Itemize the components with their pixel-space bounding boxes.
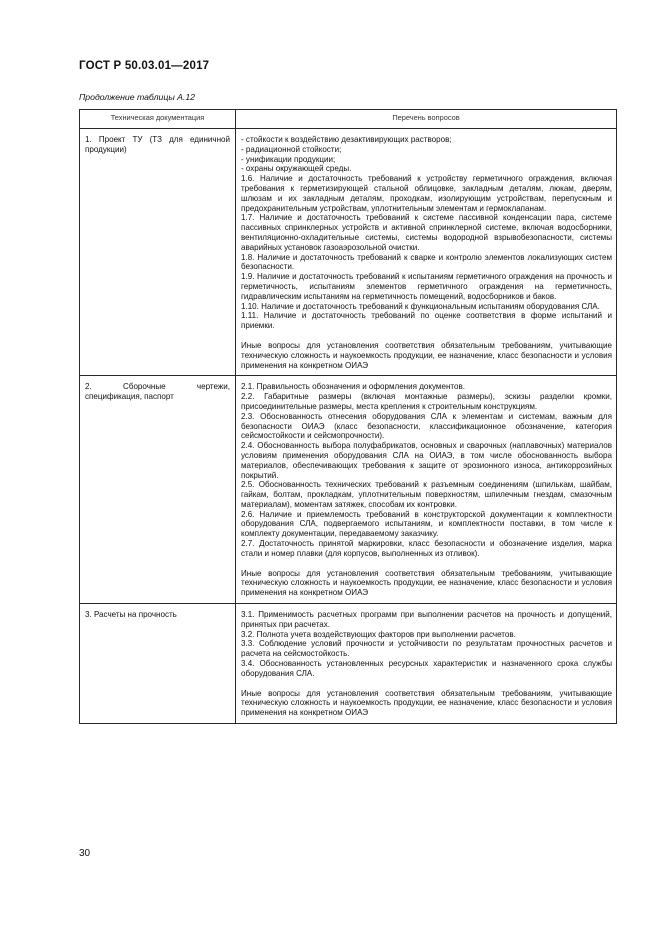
question-item: 3.1. Применимость расчетных программ при выполнении расчетов на прочность и допущений, принятых при расчетах. [241,610,612,629]
requirements-table [79,109,617,724]
table-caption: Продолжение таблицы А.12 [79,92,196,102]
question-item: - стойкости к воздействию дезактивирующих растворов; [241,135,452,144]
table-header-row [80,110,617,129]
column-header-documentation: Техническая документация [80,110,236,129]
table-row [80,604,617,724]
closing-note: Иные вопросы для установления соответствия обязательным требованиям, учитывающие техническую сложность и наукоемкость продукции, ее назначение, класс безопасности и условия применения на конкретном ОИАЭ [241,688,612,718]
question-item: 1.6. Наличие и достаточность требований к устройству герметичного ограждения, включая требования к герметизирующей стальной облицовке, закладным деталям, люкам, дверям, шлюзам и их закладным деталям, проходкам, изолирующим устройствам, перепускным и предохранительным устройствам, уплотнительным элементам и гермоклапанам. [241,174,612,213]
question-item: 1.11. Наличие и достаточность требований по оценке соответствия в форме испытаний и приемки. [241,311,612,331]
question-item: 2.5. Обоснованность технических требований к разъемным соединениям (шпилькам, шайбам, гайкам, болтам, прокладкам, уплотнительным поверхностям, шпилечным гнездам, смазочным материалам), моментам затяжек, способам их контровки. [241,480,612,509]
question-item: 1.10. Наличие и достаточность требований к функциональным испытаниям оборудования СЛА. [241,301,600,311]
closing-note: Иные вопросы для установления соответствия обязательным требованиям, учитывающие техническую сложность и наукоемкость продукции, ее назначение, класс безопасности и условия применения на конкретном ОИАЭ [241,340,612,370]
documentation-cell [80,604,236,724]
question-item: 3.3. Соблюдение условий прочности и устойчивости по результатам прочностных расчетов и расчета на сейсмостойкость. [241,639,612,659]
question-item: 2.4. Обоснованность выбора полуфабрикатов, основных и сварочных (наплавочных) материалов условиям применения оборудования СЛА на ОИАЭ, в том числе обоснованность выбора материалов, обеспечивающих требования к защите от эрозионного износа, антикоррозийных покрытий. [241,441,612,480]
question-item: 2.7. Достаточность принятой маркировки, класс безопасности и обозначение изделия, марка стали и номер плавки (для корпусов, выполненных из отливок). [241,539,612,558]
documentation-title: 3. Расчеты на прочность [85,610,177,620]
question-item: - унификации продукции; [241,154,336,164]
table-row [80,129,617,376]
question-item: - охраны окружающей среды. [241,164,352,174]
question-item: 2.6. Наличие и приемлемость требований в конструкторской документации к комплектности оборудования СЛА, подвергаемого испытаниям, и комплектности поставки, в том числе к комплекту документации, передаваемому заказчику. [241,509,612,539]
paragraph-gap [241,331,612,341]
column-header-questions: Перечень вопросов [236,110,617,129]
question-item: 2.2. Габаритные размеры (включая монтажные размеры), эскизы разделки кромки, присоединительные размеры, места крепления к строительным конструкциям. [241,392,612,411]
documentation-title: 2. Сборочные чертежи, спецификация, паспорт [85,382,230,402]
documentation-title: 1. Проект ТУ (ТЗ для единичной продукции) [85,135,230,154]
question-item: 3.2. Полнота учета воздействующих факторов при выполнении расчетов. [241,629,516,639]
page-number: 30 [79,848,91,859]
question-item: 2.3. Обоснованность отнесения оборудования СЛА к элементам и системам, важным для безопасности ОИАЭ (класс безопасности, классификационное обозначение, категория сейсмостойкости и сейсмопрочности). [241,411,612,441]
closing-note: Иные вопросы для установления соответствия обязательным требованиям, учитывающие техническую сложность и наукоемкость продукции, ее назначение, класс безопасности и условия применения на конкретном ОИАЭ [241,568,612,598]
table-row [80,376,617,604]
question-item: 2.1. Правильность обозначения и оформления документов. [241,382,465,392]
questions-cell [236,604,617,724]
documentation-cell [80,376,236,604]
paragraph-gap [241,679,612,689]
questions-cell [236,376,617,604]
question-item: 1.7. Наличие и достаточность требований к системе пассивной конденсации пара, системе пассивных спринклерных устройств и активной спринклерной системе, включая водосборники, вентиляционно-охладительные системы, системы водородной взрывобезопасности, системы аварийных установок газоаэрозольной очистки. [241,213,612,252]
question-item: 3.4. Обоснованность установленных ресурсных характеристик и назначенного срока службы оборудования СЛА. [241,659,612,678]
question-item: - радиационной стойкости; [241,144,342,154]
paragraph-gap [241,559,612,569]
question-item: 1.9. Наличие и достаточность требований к испытаниям герметичного ограждения на прочность и герметичность, испытаниям элементов герметичного ограждения на герметичность, гидравлическим испытаниям на герметичность помещений, водосборников и баков. [241,272,612,301]
questions-cell [236,129,617,376]
question-item: 1.8. Наличие и достаточность требований к сварке и контролю элементов локализующих систем безопасности. [241,252,612,272]
documentation-cell [80,129,236,376]
document-code: ГОСТ Р 50.03.01—2017 [79,60,210,72]
